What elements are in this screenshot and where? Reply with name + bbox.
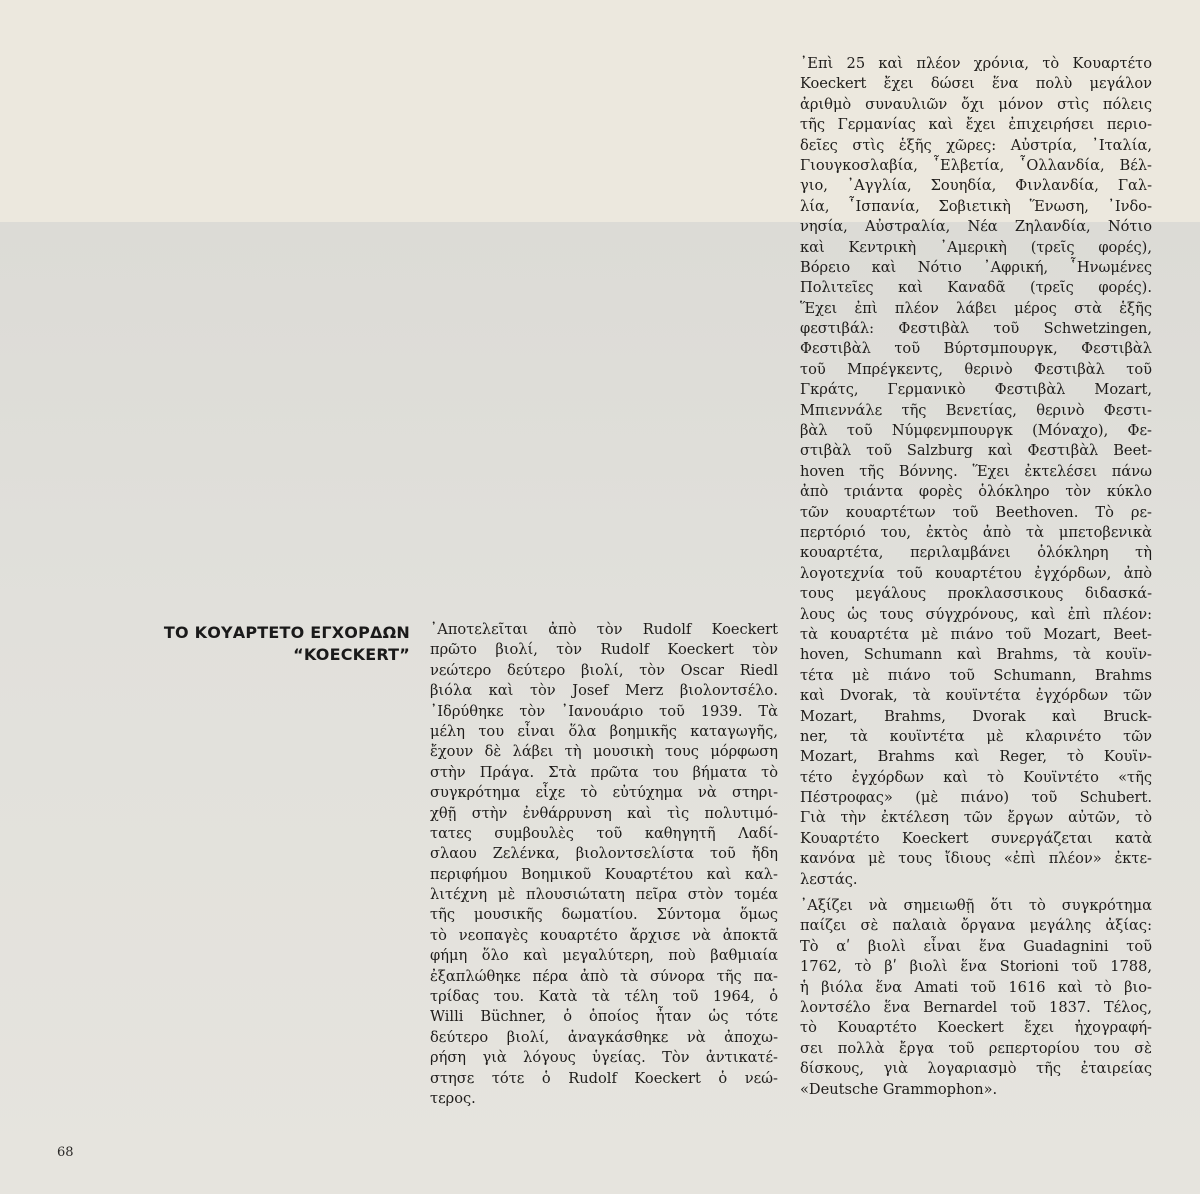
text-line: ᾿Ιδρύθηκε τὸν ᾽Ιανουάριο τοῦ 1939. Τὰ	[430, 702, 778, 720]
text-line: Willi Büchner, ὁ ὁποίος ἦταν ὡς τότε	[430, 1008, 778, 1026]
text-line: «Deutsche Grammophon».	[800, 1080, 998, 1098]
text-line: τῆς Γερμανίας καὶ ἔχει ἐπιχειρήσει περιο-	[800, 116, 1152, 134]
section-heading	[110, 622, 410, 666]
text-line: Γιὰ τὴν ἐκτέλεση τῶν ἔργων αὐτῶν, τὸ	[800, 809, 1152, 827]
text-line: ᾽Αποτελεῖται ἀπὸ τὸν Rudolf Koeckert	[430, 621, 778, 638]
text-line: στιβὰλ τοῦ Salzburg καὶ Φεστιβὰλ Beet-	[800, 442, 1152, 460]
text-line: τέτο ἐγχόρδων καὶ τὸ Κουϊντέτο «τῆς	[800, 768, 1152, 786]
text-line: λοντσέλο ἕνα Bernardel τοῦ 1837. Τέλος,	[800, 998, 1152, 1016]
text-line: ἀριθμὸ συναυλιῶν ὄχι μόνον στὶς πόλεις	[800, 95, 1152, 113]
text-line: φεστιβάλ: Φεστιβὰλ τοῦ Schwetzingen,	[800, 320, 1152, 338]
text-line: συγκρότημα εἶχε τὸ εὐτύχημα νὰ στηρι-	[430, 784, 778, 802]
text-line: τῆς μουσικῆς δωματίου. Σύντομα ὅμως	[430, 906, 778, 924]
text-line: λιτέχνη μὲ πλουσιώτατη πεῖρα στὸν τομέα	[430, 886, 778, 904]
text-line: λους ὡς τους σύγχρόνους, καὶ ἐπὶ πλέον:	[800, 605, 1152, 623]
text-line: ἐξαπλώθηκε πέρα ἀπὸ τὰ σύνορα τῆς πα-	[430, 967, 778, 985]
text-line: τατες συμβουλὲς τοῦ καθηγητῆ Λαδί-	[430, 824, 778, 842]
text-line: hoven, Schumann καὶ Brahms, τὰ κουϊν-	[800, 646, 1152, 664]
text-line: ner, τὰ κουϊντέτα μὲ κλαρινέτο τῶν	[800, 727, 1152, 745]
text-line: γιο, ᾽Αγγλία, Σουηδία, Φινλανδία, Γαλ-	[800, 177, 1152, 195]
paragraph	[800, 54, 1152, 890]
text-line: πρῶτο βιολί, τὸν Rudolf Koeckert τὸν	[430, 641, 778, 659]
text-line: Koeckert ἔχει δώσει ἕνα πολὺ μεγάλον	[800, 75, 1152, 93]
text-line: τὰ κουαρτέτα μὲ πιάνο τοῦ Mozart, Beet-	[800, 625, 1152, 643]
text-line: τοῦ Μπρέγκεντς, θερινὸ Φεστιβὰλ τοῦ	[800, 360, 1152, 378]
paragraph	[800, 896, 1152, 1100]
text-line: τερος.	[430, 1089, 476, 1107]
text-line: Βόρειο καὶ Νότιο ᾽Αφρική, ῟Ηνωμένες	[800, 258, 1152, 276]
text-line: δεῖες στὶς ἑξῆς χῶρες: Αὐστρία, ᾽Ιταλία,	[800, 136, 1152, 154]
text-line: δεύτερο βιολί, ἀναγκάσθηκε νὰ ἀποχω-	[430, 1028, 778, 1046]
text-line: λεστάς.	[800, 870, 858, 888]
text-line: περτόριό του, ἐκτὸς ἀπὸ τὰ μπετοβενικὰ	[800, 523, 1152, 541]
text-line: hoven τῆς Βόννης. Ἕχει ἐκτελέσει πάνω	[800, 462, 1152, 480]
text-line: ἡ βιόλα ἕνα Amati τοῦ 1616 καὶ τὸ βιο-	[800, 978, 1152, 996]
text-line: Τὸ αʹ βιολὶ εἶναι ἕνα Guadagnini τοῦ	[800, 937, 1152, 955]
text-line: Πέστροφας» (μὲ πιάνο) τοῦ Schubert.	[800, 789, 1152, 807]
text-line: καὶ Dvorak, τὰ κουϊντέτα ἐγχόρδων τῶν	[800, 687, 1152, 705]
text-line: κανόνα μὲ τους ἴδιους «ἐπὶ πλέον» ἐκτε-	[800, 850, 1152, 868]
text-line: τὸ νεοπαγὲς κουαρτέτο ἄρχισε νὰ ἀποκτᾶ	[430, 926, 778, 944]
text-line: Φεστιβὰλ τοῦ Βύρτσμπουργκ, Φεστιβὰλ	[800, 340, 1152, 358]
text-line: λία, ῟Ισπανία, Σοβιετικὴ Ἕνωση, ᾽Ινδο-	[800, 197, 1152, 215]
text-line: σλαου Ζελένκα, βιολοντσελίστα τοῦ ἤδη	[430, 845, 778, 863]
text-line: τους μεγάλους προκλασσικους διδασκά-	[800, 585, 1152, 603]
text-line: Γιουγκοσλαβία, ῟Ελβετία, ῟Ολλανδία, Βέλ-	[800, 156, 1152, 174]
text-line: τρίδας του. Κατὰ τὰ τέλη τοῦ 1964, ὁ	[430, 988, 778, 1006]
text-line: Ἕχει ἐπὶ πλέον λάβει μέρος στὰ ἑξῆς	[800, 299, 1152, 317]
heading-line-1: ΤΟ ΚΟΥΑΡΤΕΤΟ ΕΓΧΟΡΔΩΝ	[163, 623, 410, 642]
text-line: Πολιτεῖες καὶ Καναδᾶ (τρεῖς φορές).	[800, 279, 1152, 297]
text-line: νεώτερο δεύτερο βιολί, τὸν Oscar Riedl	[430, 661, 778, 679]
text-line: Μπιεννάλε τῆς Βενετίας, θερινὸ Φεστι-	[800, 401, 1152, 419]
text-line: κουαρτέτα, περιλαμβάνει ὁλόκληρη τὴ	[800, 544, 1152, 562]
text-line: τέτα μὲ πιάνο τοῦ Schumann, Brahms	[800, 666, 1152, 684]
text-line: μέλη του εἶναι ὅλα βοημικῆς καταγωγῆς,	[430, 722, 778, 740]
text-line: 1762, τὸ βʹ βιολὶ ἕνα Storioni τοῦ 1788,	[800, 958, 1152, 976]
text-line: βιόλα καὶ τὸν Josef Merz βιολοντσέλο.	[430, 682, 778, 700]
text-line: χθῇ στὴν ἐνθάρρυνση καὶ τὶς πολυτιμό-	[430, 804, 778, 822]
text-line: Mozart, Brahms καὶ Reger, τὸ Κουϊν-	[800, 748, 1152, 766]
text-line: παίζει σὲ παλαιὰ ὄργανα μεγάλης ἀξίας:	[800, 917, 1152, 935]
text-line: ᾽Αξίζει νὰ σημειωθῇ ὅτι τὸ συγκρότημα	[800, 897, 1152, 915]
right-text-column	[800, 54, 1152, 1100]
text-line: στὴν Πράγα. Στὰ πρῶτα του βήματα τὸ	[430, 763, 778, 781]
text-line: ρήση γιὰ λόγους ὑγείας. Τὸν ἀντικατέ-	[430, 1049, 778, 1067]
text-line: στησε τότε ὁ Rudolf Koeckert ὁ νεώ-	[430, 1069, 778, 1087]
text-line: τὸ Κουαρτέτο Koeckert ἔχει ἠχογραφή-	[800, 1019, 1152, 1037]
text-line: ἀπὸ τριάντα φορὲς ὁλόκληρο τὸν κύκλο	[800, 483, 1152, 501]
heading-line-2: “KOECKERT”	[293, 645, 410, 664]
text-line: ἔχουν δὲ λάβει τὴ μουσικὴ τους μόρφωση	[430, 743, 778, 761]
page-number: 68	[57, 1145, 74, 1160]
text-line: Κουαρτέτο Koeckert συνεργάζεται κατὰ	[800, 829, 1152, 847]
text-line: νησία, Αὐστραλία, Νέα Ζηλανδία, Νότιο	[800, 218, 1152, 236]
text-line: βὰλ τοῦ Νύμφενμπουργκ (Μόναχο), Φε-	[800, 422, 1152, 440]
text-line: Mozart, Brahms, Dvorak καὶ Bruck-	[800, 707, 1152, 725]
text-line: λογοτεχνία τοῦ κουαρτέτου ἐγχόρδων, ἀπὸ	[800, 564, 1152, 582]
text-line: τῶν κουαρτέτων τοῦ Beethoven. Τὸ ρε-	[800, 503, 1152, 521]
text-line: δίσκους, γιὰ λογαριασμὸ τῆς ἐταιρείας	[800, 1060, 1152, 1078]
text-line: Γκράτς, Γερμανικὸ Φεστιβὰλ Mozart,	[800, 381, 1152, 399]
text-line: φήμη ὅλο καὶ μεγαλύτερη, ποὺ βαθμιαία	[430, 947, 778, 965]
text-line: ᾽Επὶ 25 καὶ πλέον χρόνια, τὸ Κουαρτέτο	[800, 55, 1152, 72]
text-line: περιφήμου Βοημικοῦ Κουαρτέτου καὶ καλ-	[430, 865, 778, 883]
left-text-column	[430, 620, 778, 1109]
text-line: καὶ Κεντρικὴ ᾽Αμερικὴ (τρεῖς φορές),	[800, 238, 1152, 256]
text-line: σει πολλὰ ἔργα τοῦ ρεπερτορίου του σὲ	[800, 1039, 1152, 1057]
